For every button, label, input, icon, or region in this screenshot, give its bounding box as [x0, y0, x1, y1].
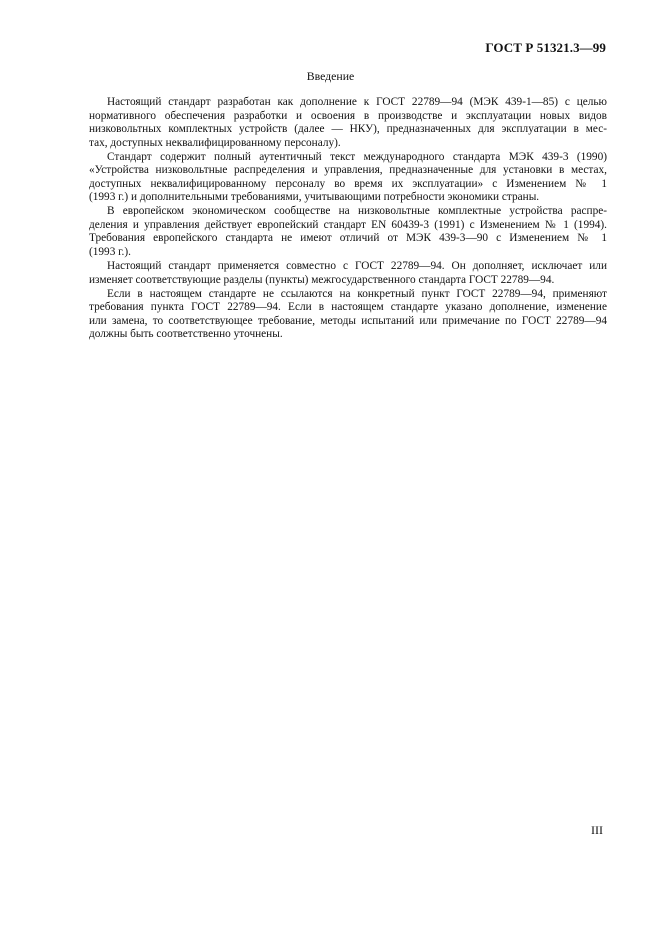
paragraph-line: Требования европейского стандарта не имеют отличий от МЭК 439-3—90 с Изменением № 1	[89, 232, 607, 245]
paragraph-line: Настоящий стандарт разработан как дополнение к ГОСТ 22789—94 (МЭК 439-1—85) с целью	[107, 96, 607, 108]
paragraph-line: низковольтных комплектных устройств (далее — НКУ), предназначенных для эксплуатации в мес-	[89, 123, 607, 136]
paragraph-line: тах, доступных неквалифицированному персоналу).	[89, 136, 341, 149]
document-body	[89, 96, 607, 342]
paragraph-line: должны быть соответственно уточнены.	[89, 328, 283, 341]
section-title: Введение	[306, 69, 355, 83]
paragraph-line: или замена, то соответствующее требование, методы испытаний или примечание по ГОСТ 22789—94	[89, 314, 607, 327]
paragraph-line: требования пункта ГОСТ 22789—94. Если в настоящем стандарте указано дополнение, изменение	[89, 301, 607, 314]
paragraph	[89, 288, 607, 342]
paragraph-line: (1993 г.).	[89, 246, 131, 259]
paragraph-line: В европейском экономическом сообществе на низковольтные комплектные устройства распре-	[107, 205, 607, 218]
paragraph-line: (1993 г.) и дополнительными требованиями, учитывающими потребности экономики страны.	[89, 191, 540, 204]
paragraph-line: «Устройства низковольтные распределения и управления, предназначенные для установки в местах,	[89, 164, 607, 177]
paragraph	[89, 151, 607, 205]
paragraph-line: нормативного обеспечения разработки и освоения в производстве и эксплуатации новых видов	[89, 109, 607, 122]
paragraph-line: деления и управления действует европейский стандарт EN 60439-3 (1991) с Изменением № 1 (1994).	[89, 218, 607, 231]
paragraph	[89, 96, 607, 150]
paragraph	[89, 205, 607, 259]
paragraph	[89, 260, 607, 287]
page-number: III	[591, 823, 603, 837]
paragraph-line: Стандарт содержит полный аутентичный текст международного стандарта МЭК 439-3 (1990)	[107, 150, 607, 163]
paragraph-line: Если в настоящем стандарте не ссылаются на конкретный пункт ГОСТ 22789—94, применяют	[107, 287, 607, 300]
document-number-header: ГОСТ Р 51321.3—99	[485, 40, 606, 55]
paragraph-line: Настоящий стандарт применяется совместно с ГОСТ 22789—94. Он дополняет, исключает или	[107, 260, 607, 273]
paragraph-line: доступных неквалифицированному персоналу во время их эксплуатации» с Изменением № 1	[89, 177, 607, 190]
paragraph-line: изменяет соответствующие разделы (пункты) межгосударственного стандарта ГОСТ 22789—94.	[89, 273, 555, 286]
